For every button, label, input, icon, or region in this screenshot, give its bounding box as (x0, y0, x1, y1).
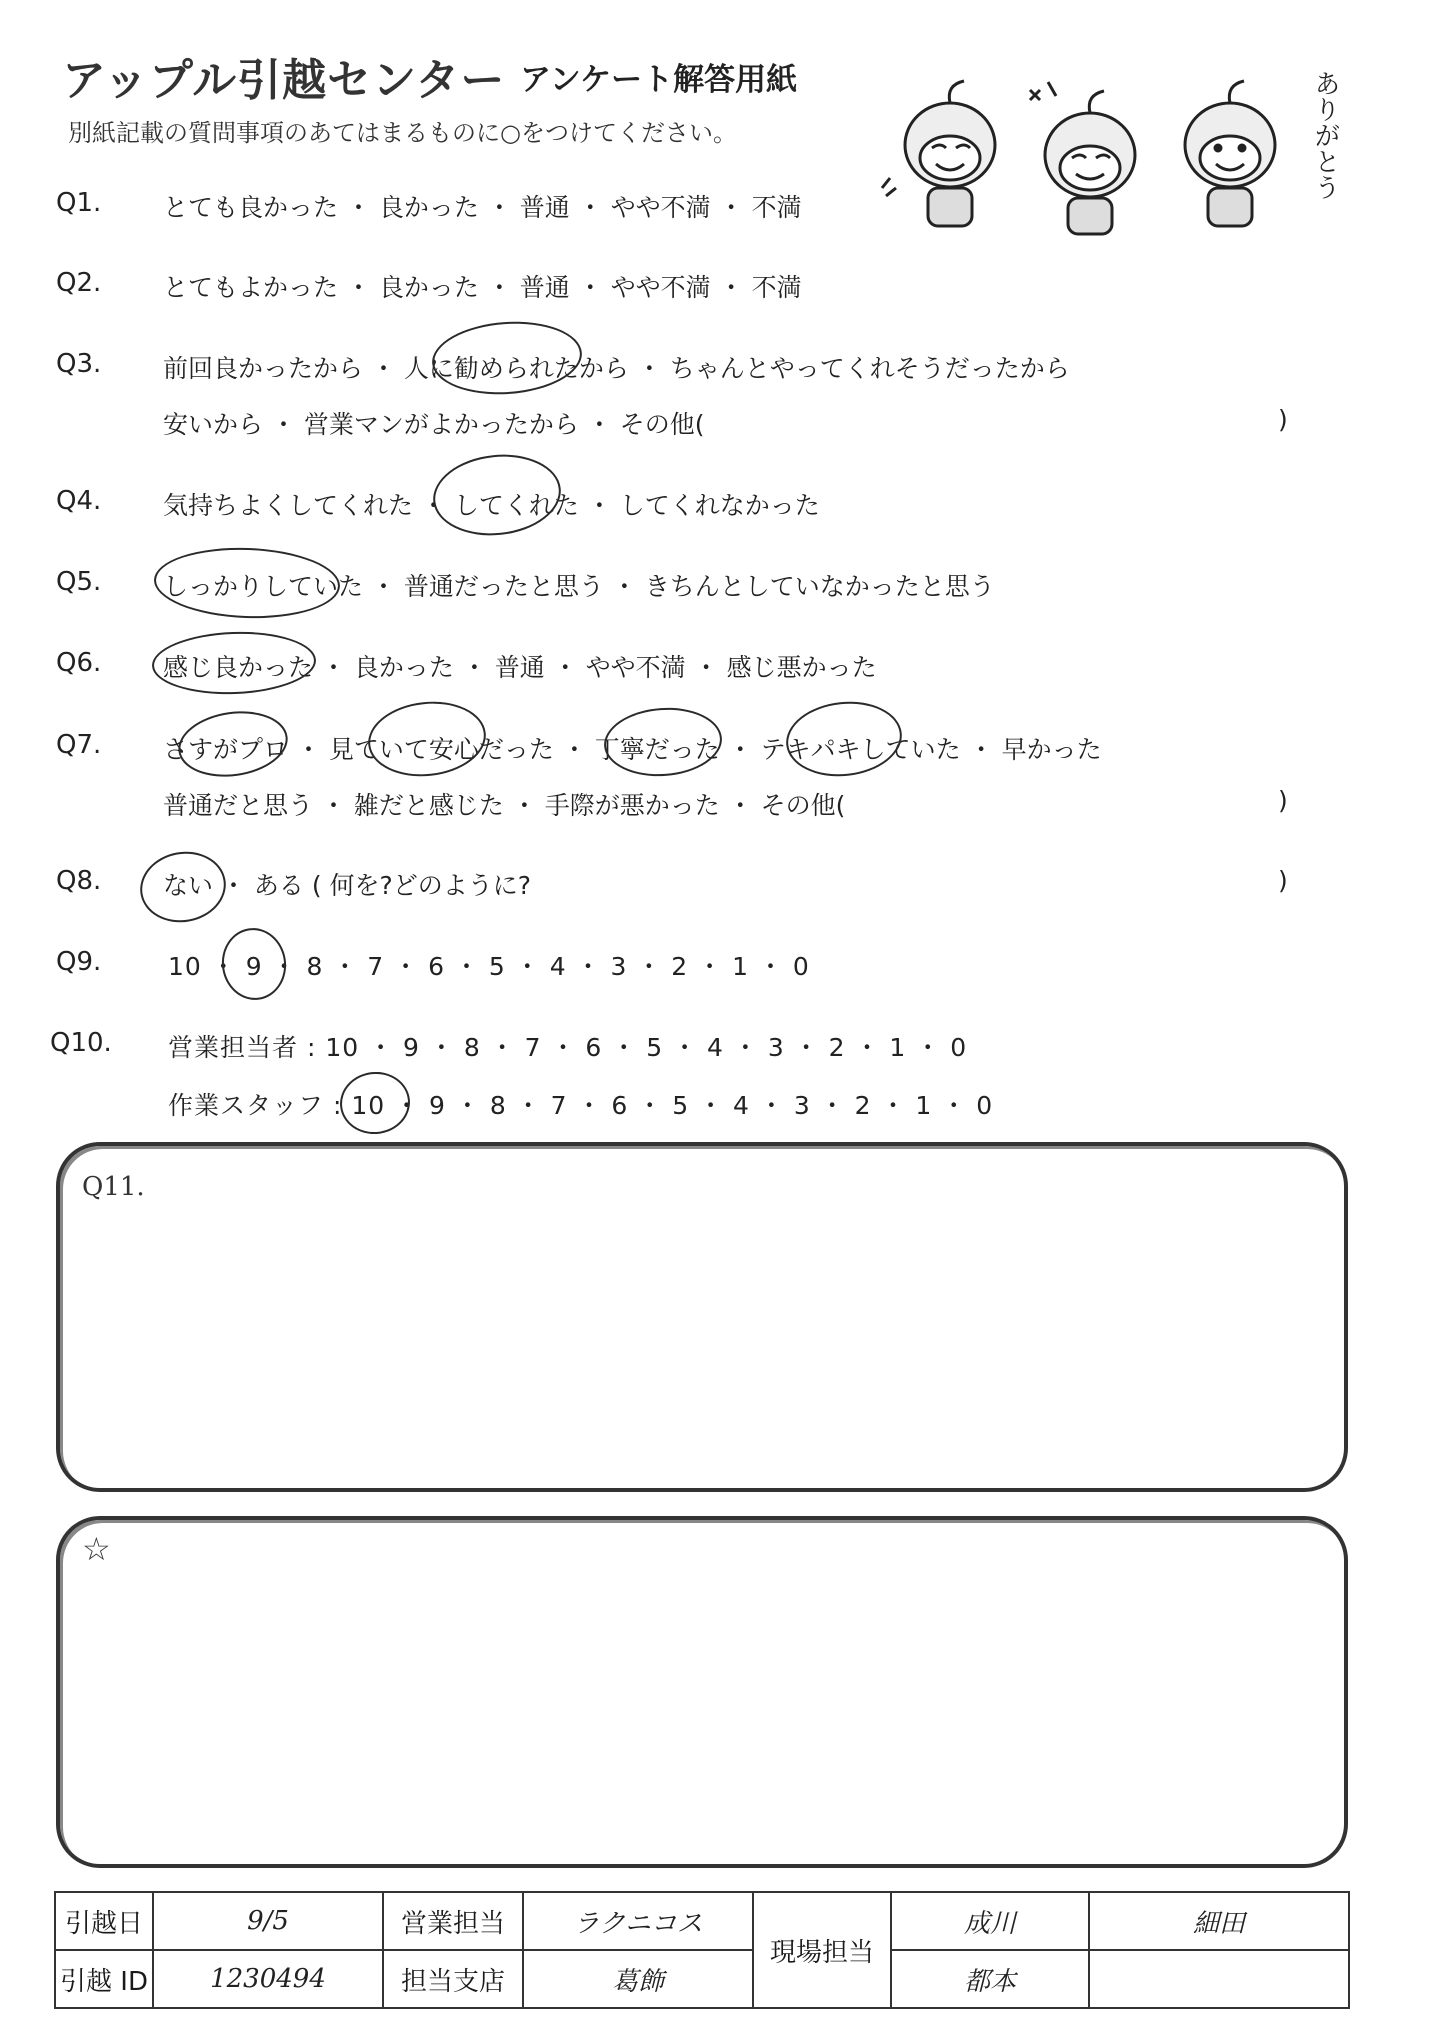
q2-label: Q2. (56, 268, 102, 298)
move-id-value: 1230494 (153, 1950, 383, 2008)
q10-sales-scale: 営業担当者 : 10 ・ 9 ・ 8 ・ 7 ・ 6 ・ 5 ・ 4 ・ 3 ・ 2 ・ 1 ・ 0 (168, 1033, 968, 1062)
q11-label: Q11. (82, 1172, 145, 1202)
company-name: アップル引越センター (62, 55, 506, 106)
q5-options: しっかりしていた ・ 普通だったと思う ・ きちんとしていなかったと思う (163, 572, 995, 601)
q3-options-line2: 安いから ・ 営業マンがよかったから ・ その他( (163, 410, 705, 439)
monkey-middle-icon (1030, 82, 1135, 234)
info-table (54, 1891, 1350, 2009)
q9-scale: 10 ・ 9 ・ 8 ・ 7 ・ 6 ・ 5 ・ 4 ・ 3 ・ 2 ・ 1 ・ 0 (168, 952, 810, 981)
site-staff-4 (1089, 1950, 1349, 2008)
q6-label: Q6. (56, 648, 102, 678)
q9-label: Q9. (56, 947, 102, 977)
instruction-text: 別紙記載の質問事項のあてはまるものに○をつけてください。 (68, 119, 737, 147)
q3-options-line1: 前回良かったから ・ 人に勧められたから ・ ちゃんとやってくれそうだったから (163, 354, 1070, 383)
move-date-label: 引越日 (55, 1892, 153, 1950)
sales-value: ラクニコス (523, 1892, 753, 1950)
q1-options: とても良かった ・ 良かった ・ 普通 ・ やや不満 ・ 不満 (163, 193, 802, 222)
site-label: 現場担当 (753, 1892, 891, 2008)
form-title: アンケート解答用紙 (520, 62, 798, 98)
q1-label: Q1. (56, 188, 102, 218)
monkey-left-icon (882, 81, 995, 226)
site-staff-1: 成川 (891, 1892, 1089, 1950)
star-comment-box[interactable] (56, 1516, 1348, 1868)
q2-options: とてもよかった ・ 良かった ・ 普通 ・ やや不満 ・ 不満 (163, 273, 802, 302)
q4-label: Q4. (56, 486, 102, 516)
branch-value: 葛飾 (523, 1950, 753, 2008)
q3-close-paren: ) (1278, 405, 1288, 434)
q7-close-paren: ) (1278, 786, 1288, 815)
q10-label: Q10. (50, 1028, 112, 1058)
site-staff-2: 細田 (1089, 1892, 1349, 1950)
thanks-text: ありがとう (1310, 70, 1340, 200)
q8-label: Q8. (56, 866, 102, 896)
site-staff-3: 都本 (891, 1950, 1089, 2008)
star-label: ☆ (82, 1530, 111, 1568)
q4-options: 気持ちよくしてくれた ・ してくれた ・ してくれなかった (163, 491, 820, 520)
q8-close-paren: ) (1278, 866, 1288, 895)
q5-label: Q5. (56, 567, 102, 597)
q7-label: Q7. (56, 730, 102, 760)
monkey-right-icon (1185, 81, 1275, 226)
q3-label: Q3. (56, 349, 102, 379)
sales-label: 営業担当 (383, 1892, 523, 1950)
q7-options-line1: さすがプロ ・ 見ていて安心だった ・ 丁寧だった ・ テキパキしていた ・ 早かった (163, 735, 1102, 764)
q6-options: 感じ良かった ・ 良かった ・ 普通 ・ やや不満 ・ 感じ悪かった (163, 653, 877, 682)
branch-label: 担当支店 (383, 1950, 523, 2008)
move-date-value: 9/5 (153, 1892, 383, 1950)
q10-staff-scale: 作業スタッフ : 10 ・ 9 ・ 8 ・ 7 ・ 6 ・ 5 ・ 4 ・ 3 ・ 2 ・ 1 ・ 0 (168, 1091, 994, 1120)
q7-options-line2: 普通だと思う ・ 雑だと感じた ・ 手際が悪かった ・ その他( (163, 791, 846, 820)
monkey-mascot-icon (880, 60, 1340, 240)
move-id-label: 引越 ID (55, 1950, 153, 2008)
q8-options: ない ・ ある ( 何を?どのように? (163, 871, 532, 900)
q11-comment-box[interactable] (56, 1142, 1348, 1492)
